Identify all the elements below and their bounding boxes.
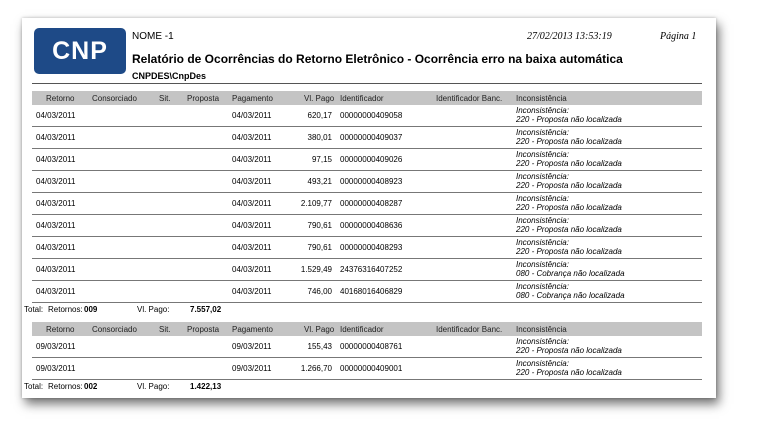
cell-vl-pago: 746,00: [307, 287, 332, 296]
page-number: Página 1: [660, 31, 697, 42]
total-vl-value: 7.557,02: [190, 305, 222, 314]
cell-vl-pago: 790,61: [307, 221, 332, 230]
col-identificador-banc: Identificador Banc.: [436, 94, 503, 103]
table-row: [32, 105, 702, 127]
cell-vl-pago: 493,21: [307, 177, 332, 186]
total-retornos-value: 009: [84, 305, 98, 314]
cell-retorno: 04/03/2011: [36, 221, 76, 230]
group-total-row: [24, 380, 702, 393]
table-row: [32, 149, 702, 171]
table-row: [32, 127, 702, 149]
col-identificador: Identificador: [340, 325, 384, 334]
col-consorciado: Consorciado: [92, 94, 137, 103]
col-consorciado: Consorciado: [92, 325, 137, 334]
cell-vl-pago: 155,43: [307, 342, 332, 351]
cell-vl-pago: 2.109,77: [300, 199, 332, 208]
total-retornos-label: Retornos:: [48, 305, 83, 314]
cell-identificador: 00000000408923: [340, 177, 403, 186]
cell-pagamento: 04/03/2011: [232, 287, 272, 296]
col-retorno: Retorno: [46, 325, 75, 334]
cell-pagamento: 04/03/2011: [232, 177, 272, 186]
total-label: Total:: [24, 305, 44, 314]
cell-inconsistencia-text: 220 - Proposta não localizada: [516, 115, 622, 124]
cell-inconsistencia-label: Inconsistência:: [516, 282, 569, 291]
column-header-row: [32, 322, 702, 336]
cell-identificador: 00000000408287: [340, 199, 403, 208]
cell-identificador: 00000000408761: [340, 342, 403, 351]
report-subtitle: CNPDES\CnpDes: [132, 71, 207, 81]
cell-retorno: 04/03/2011: [36, 155, 76, 164]
cell-inconsistencia-text: 080 - Cobrança não localizada: [516, 291, 625, 300]
cell-identificador: 00000000408636: [340, 221, 403, 230]
col-proposta: Proposta: [187, 94, 220, 103]
cell-pagamento: 04/03/2011: [232, 199, 272, 208]
table-row: [32, 237, 702, 259]
cell-vl-pago: 97,15: [311, 155, 332, 164]
col-pagamento: Pagamento: [232, 94, 273, 103]
cell-inconsistencia-text: 220 - Proposta não localizada: [516, 137, 622, 146]
cell-vl-pago: 790,61: [307, 243, 332, 252]
cell-inconsistencia-label: Inconsistência:: [516, 194, 569, 203]
cell-retorno: 04/03/2011: [36, 177, 76, 186]
table-row: [32, 259, 702, 281]
cell-inconsistencia-label: Inconsistência:: [516, 260, 569, 269]
report-datetime: 27/02/2013 13:53:19: [527, 31, 612, 42]
col-proposta: Proposta: [187, 325, 220, 334]
cell-pagamento: 09/03/2011: [232, 342, 272, 351]
cell-retorno: 04/03/2011: [36, 265, 76, 274]
cell-retorno: 04/03/2011: [36, 243, 76, 252]
col-identificador: Identificador: [340, 94, 384, 103]
col-identificador-banc: Identificador Banc.: [436, 325, 503, 334]
cell-vl-pago: 380,01: [307, 133, 332, 142]
cell-inconsistencia-label: Inconsistência:: [516, 359, 569, 368]
cell-inconsistencia-text: 080 - Cobrança não localizada: [516, 269, 625, 278]
table-row: [32, 358, 702, 380]
group-total-row: [24, 303, 702, 316]
cell-inconsistencia-text: 220 - Proposta não localizada: [516, 346, 622, 355]
cell-retorno: 09/03/2011: [36, 364, 76, 373]
cell-inconsistencia-label: Inconsistência:: [516, 238, 569, 247]
col-sit: Sit.: [159, 325, 171, 334]
cell-identificador: 24376316407252: [340, 265, 403, 274]
cell-pagamento: 04/03/2011: [232, 133, 272, 142]
cell-inconsistencia-label: Inconsistência:: [516, 128, 569, 137]
cell-identificador: 00000000408293: [340, 243, 403, 252]
cell-vl-pago: 1.529,49: [300, 265, 332, 274]
cell-identificador: 00000000409037: [340, 133, 403, 142]
cell-vl-pago: 1.266,70: [300, 364, 332, 373]
report-page: [22, 18, 716, 398]
report-name: NOME -1: [132, 31, 174, 42]
cell-inconsistencia-label: Inconsistência:: [516, 337, 569, 346]
cell-retorno: 04/03/2011: [36, 133, 76, 142]
cell-identificador: 00000000409026: [340, 155, 403, 164]
total-vl-label: Vl. Pago:: [137, 305, 170, 314]
col-inconsistencia: Inconsistência: [516, 325, 567, 334]
cell-retorno: 04/03/2011: [36, 287, 76, 296]
table-row: [32, 215, 702, 237]
cell-pagamento: 04/03/2011: [232, 111, 272, 120]
cnp-logo: [34, 28, 126, 74]
cell-inconsistencia-text: 220 - Proposta não localizada: [516, 225, 622, 234]
header-divider: [32, 83, 702, 84]
cell-inconsistencia-label: Inconsistência:: [516, 172, 569, 181]
cell-pagamento: 09/03/2011: [232, 364, 272, 373]
report-title: Relatório de Ocorrências do Retorno Eletrônico - Ocorrência erro na baixa automática: [132, 52, 623, 66]
col-retorno: Retorno: [46, 94, 75, 103]
cell-identificador: 00000000409001: [340, 364, 403, 373]
table-row: [32, 193, 702, 215]
cell-pagamento: 04/03/2011: [232, 221, 272, 230]
col-vl-pago: Vl. Pago: [304, 94, 335, 103]
col-vl-pago: Vl. Pago: [304, 325, 335, 334]
cell-identificador: 00000000409058: [340, 111, 403, 120]
cell-pagamento: 04/03/2011: [232, 155, 272, 164]
report-group-1: [24, 91, 702, 316]
logo-text: CNP: [52, 36, 108, 65]
cell-inconsistencia-text: 220 - Proposta não localizada: [516, 368, 622, 377]
cell-inconsistencia-text: 220 - Proposta não localizada: [516, 203, 622, 212]
col-inconsistencia: Inconsistência: [516, 94, 567, 103]
cell-inconsistencia-text: 220 - Proposta não localizada: [516, 181, 622, 190]
cell-inconsistencia-text: 220 - Proposta não localizada: [516, 159, 622, 168]
cell-retorno: 04/03/2011: [36, 111, 76, 120]
total-vl-value: 1.422,13: [190, 382, 222, 391]
cell-pagamento: 04/03/2011: [232, 265, 272, 274]
cell-pagamento: 04/03/2011: [232, 243, 272, 252]
cell-retorno: 09/03/2011: [36, 342, 76, 351]
report-group-2: [24, 322, 702, 393]
cell-inconsistencia-label: Inconsistência:: [516, 216, 569, 225]
total-vl-label: Vl. Pago:: [137, 382, 170, 391]
cell-retorno: 04/03/2011: [36, 199, 76, 208]
total-retornos-label: Retornos:: [48, 382, 83, 391]
total-label: Total:: [24, 382, 44, 391]
cell-identificador: 40168016406829: [340, 287, 403, 296]
cell-inconsistencia-label: Inconsistência:: [516, 150, 569, 159]
table-row: [32, 171, 702, 193]
total-retornos-value: 002: [84, 382, 98, 391]
column-header-row: [32, 91, 702, 105]
cell-inconsistencia-text: 220 - Proposta não localizada: [516, 247, 622, 256]
table-row: [32, 336, 702, 358]
table-row: [32, 281, 702, 303]
col-sit: Sit.: [159, 94, 171, 103]
cell-inconsistencia-label: Inconsistência:: [516, 106, 569, 115]
cell-vl-pago: 620,17: [307, 111, 332, 120]
col-pagamento: Pagamento: [232, 325, 273, 334]
